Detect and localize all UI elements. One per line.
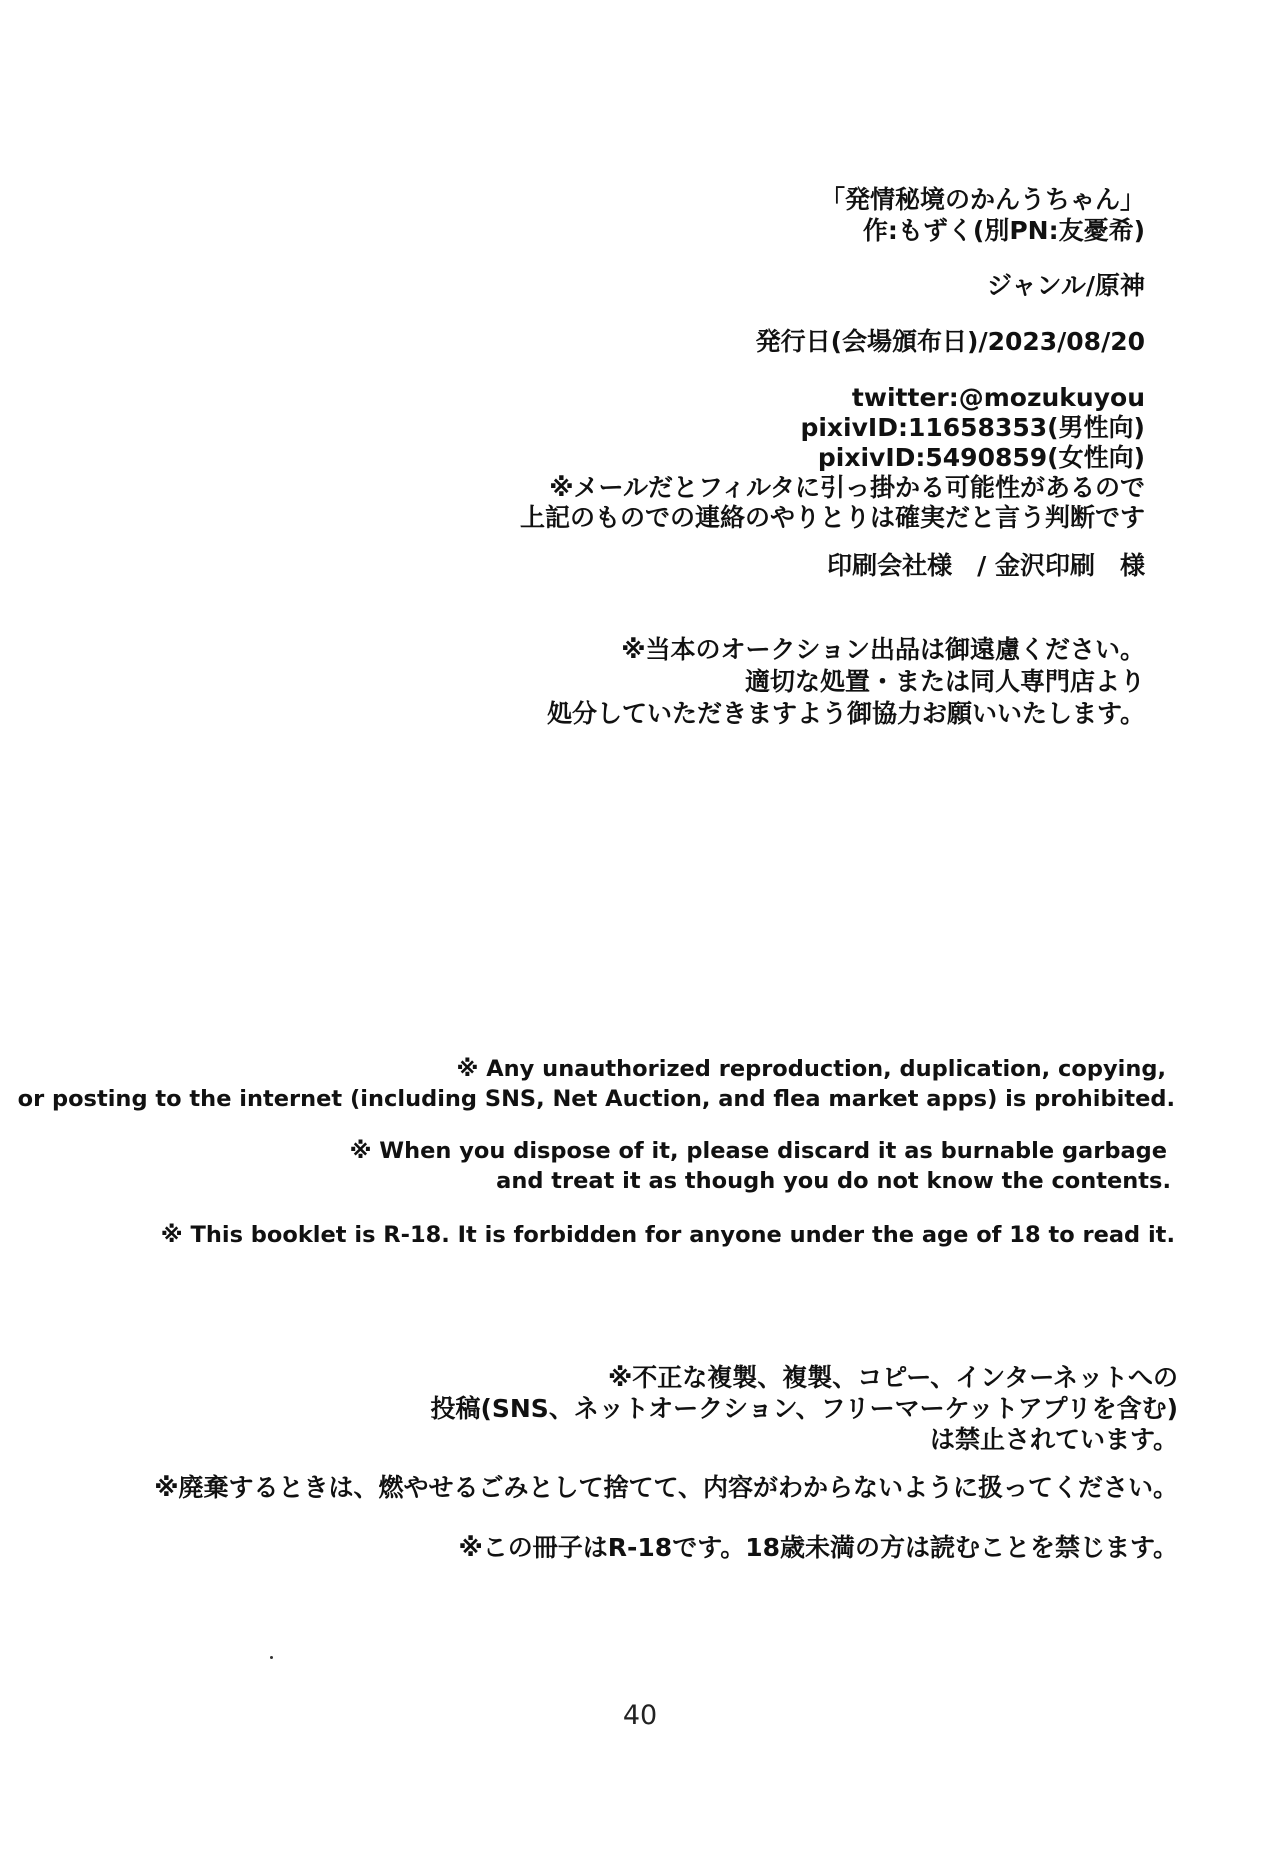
english-reproduction-notice — [18, 1054, 1175, 1114]
auction-notice-line-2: 適切な処置・または同人専門店より — [744, 667, 1145, 696]
english-age-notice: ※ This booklet is R-18. It is forbidden for anyone under the age of 18 to read it. — [160, 1222, 1175, 1248]
japanese-reproduction-line-3: は禁止されています。 — [929, 1425, 1178, 1454]
contact-note-2: 上記のものでの連絡のやりとりは確実だと言う判断です — [519, 503, 1145, 532]
pixiv-female: pixivID:5490859(女性向) — [817, 443, 1145, 472]
auction-notice-line-1: ※当本のオークション出品は御遠慮ください。 — [621, 635, 1145, 664]
genre-line: ジャンル/原神 — [986, 271, 1145, 300]
english-disposal-notice — [350, 1136, 1175, 1196]
book-title: 「発情秘境のかんうちゃん」 — [819, 185, 1145, 214]
japanese-age-notice: ※この冊子はR-18です。18歳未満の方は読むことを禁じます。 — [458, 1533, 1178, 1562]
english-reproduction-line-1: ※ Any unauthorized reproduction, duplication, copying, — [456, 1056, 1166, 1082]
colophon — [820, 184, 1145, 246]
printer-line: 印刷会社様 / 金沢印刷 様 — [827, 551, 1145, 580]
page-number: 40 — [622, 1700, 658, 1731]
japanese-reproduction-line-1: ※不正な複製、複製、コピー、インターネットへの — [607, 1363, 1178, 1392]
english-disposal-line-1: ※ When you dispose of it, please discard it as burnable garbage — [349, 1138, 1167, 1164]
print-speck — [270, 1656, 273, 1659]
contact-note-1: ※メールだとフィルタに引っ掛かる可能性があるので — [549, 473, 1145, 502]
japanese-reproduction-line-2: 投稿(SNS、ネットオークション、フリーマーケットアプリを含む) — [430, 1394, 1178, 1423]
japanese-reproduction-notice — [430, 1362, 1178, 1455]
contact-block — [520, 383, 1145, 533]
issue-date-line: 発行日(会場頒布日)/2023/08/20 — [755, 327, 1145, 356]
auction-notice-line-3: 処分していただきますよう御協力お願いいたします。 — [546, 699, 1145, 728]
english-disposal-line-2: and treat it as though you do not know the contents. — [496, 1168, 1171, 1194]
author-line: 作:もずく(別PN:友憂希) — [862, 216, 1145, 245]
japanese-disposal-notice: ※廃棄するときは、燃やせるごみとして捨てて、内容がわからないように扱ってください。 — [154, 1473, 1178, 1502]
english-reproduction-line-2: or posting to the internet (including SNS, Net Auction, and flea market apps) is prohibited. — [17, 1086, 1175, 1112]
auction-notice — [547, 634, 1145, 730]
pixiv-male: pixivID:11658353(男性向) — [800, 413, 1145, 442]
twitter-handle: twitter:@mozukuyou — [851, 383, 1145, 412]
